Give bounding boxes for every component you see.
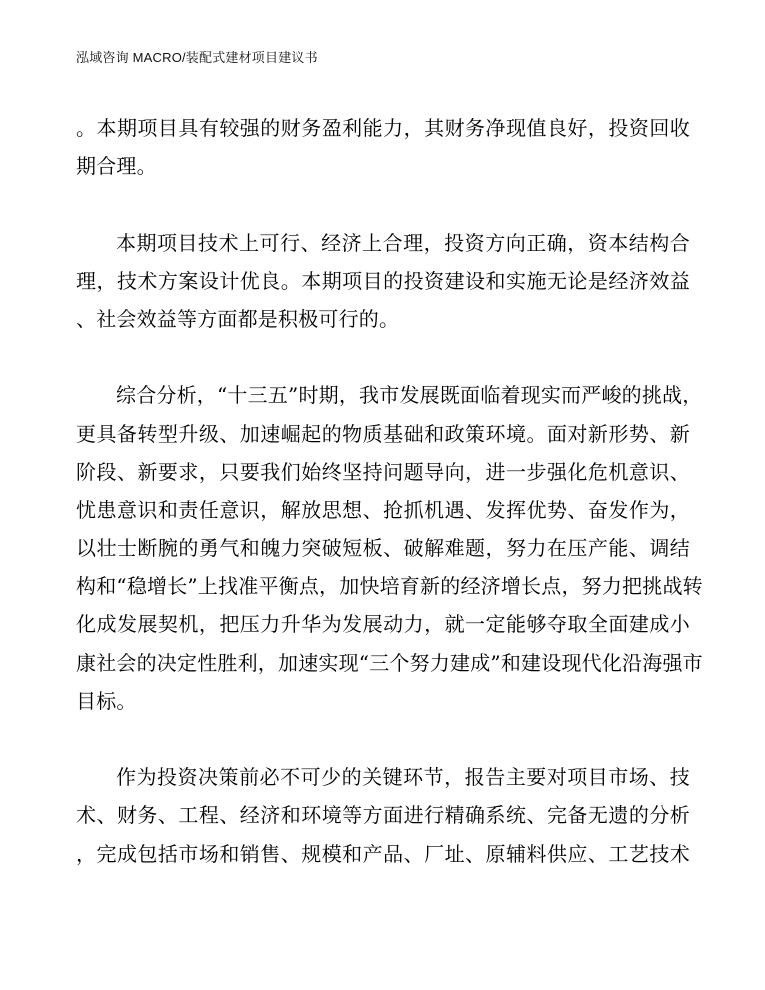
paragraph-3 <box>76 376 703 720</box>
paragraph-2 <box>76 224 690 339</box>
text-line: 康社会的决定性胜利，加速实现“三个努力建成”和建设现代化沿海强市 <box>76 650 703 675</box>
text-line: 、社会效益等方面都是积极可行的。 <box>76 306 400 331</box>
text-line: 阶段、新要求，只要我们始终坚持问题导向，进一步强化危机意识、 <box>76 459 690 484</box>
text-line: 本期项目技术上可行、经济上合理，投资方向正确，资本结构合 <box>116 230 690 255</box>
text-line: 目标。 <box>76 688 137 713</box>
paragraph-1 <box>76 109 690 185</box>
text-line: 构和“稳增长”上找准平衡点，加快培育新的经济增长点，努力把挑战转 <box>76 574 703 599</box>
text-line: 术、财务、工程、经济和环境等方面进行精确系统、完备无遗的分析 <box>76 803 690 828</box>
text-line: 化成发展契机，把压力升华为发展动力，就一定能够夺取全面建成小 <box>76 612 690 637</box>
text-line: 理，技术方案设计优良。本期项目的投资建设和实施无论是经济效益 <box>76 268 690 293</box>
running-header: 泓域咨询 MACRO/装配式建材项目建议书 <box>76 50 318 65</box>
text-line: 忧患意识和责任意识，解放思想、抢抓机遇、发挥优势、奋发作为， <box>76 497 690 522</box>
text-line: 以壮士断腕的勇气和魄力突破短板、破解难题，努力在压产能、调结 <box>76 536 690 561</box>
paragraph-4 <box>76 758 690 873</box>
text-line: ，完成包括市场和销售、规模和产品、厂址、原辅料供应、工艺技术 <box>76 841 690 866</box>
text-line: 综合分析，“十三五”时期，我市发展既面临着现实而严峻的挑战， <box>116 383 703 408</box>
text-line: 更具备转型升级、加速崛起的物质基础和政策环境。面对新形势、新 <box>76 421 690 446</box>
document-body <box>76 109 703 873</box>
text-line: 。本期项目具有较强的财务盈利能力，其财务净现值良好，投资回收 <box>76 116 690 140</box>
text-line: 作为投资决策前必不可少的关键环节，报告主要对项目市场、技 <box>116 765 690 790</box>
text-line: 期合理。 <box>76 154 157 179</box>
